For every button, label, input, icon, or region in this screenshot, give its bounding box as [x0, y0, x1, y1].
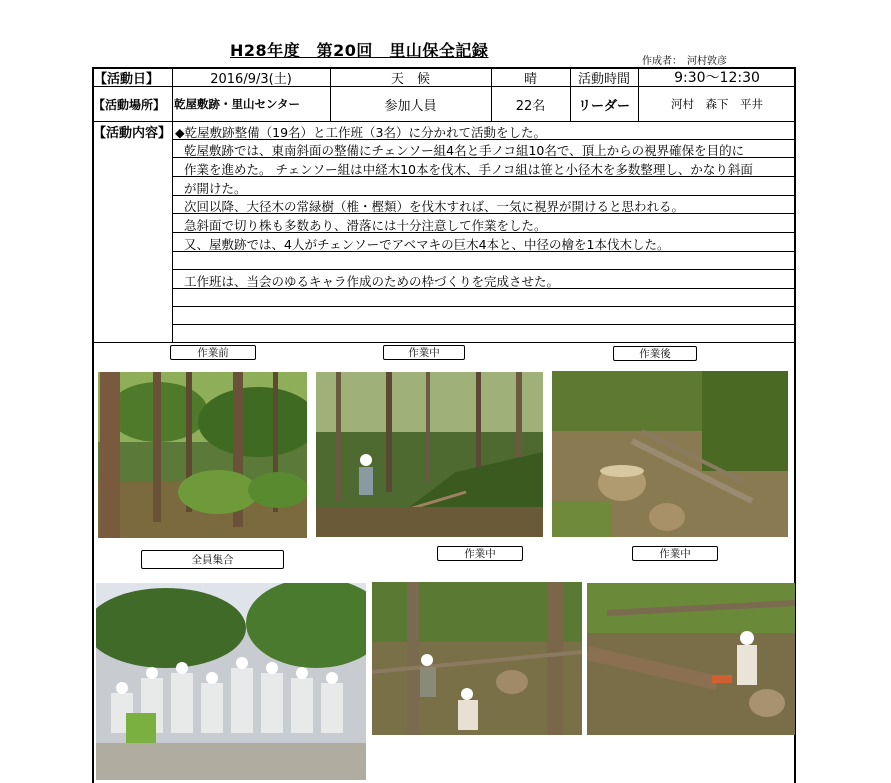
participants-value: 22名 [515, 98, 546, 114]
row-divider [92, 342, 796, 343]
caption-group: 全員集合 [141, 550, 284, 569]
content-rule [172, 306, 796, 307]
caption-during-1: 作業中 [383, 345, 465, 360]
activity-time-value: 9:30～12:30 [674, 70, 760, 86]
content-line: 急斜面で切り株も多数あり、滑落には十分注意して作業をした。 [184, 218, 547, 233]
content-line: 工作班は、当会のゆるキャラ作成のための枠づくりを完成させた。 [184, 274, 560, 289]
participants-label: 参加人員 [384, 98, 437, 114]
content-rule [172, 324, 796, 325]
photo-after-work [552, 371, 788, 537]
author-credit: 作成者： 河村敦彦 [642, 56, 727, 67]
photo-during-work-2 [372, 582, 582, 735]
date-label: 【活動日】 [94, 71, 160, 86]
leader-label: リーダー [577, 98, 630, 114]
activity-time-label: 活動時間 [577, 71, 630, 86]
content-line: ◆乾屋敷跡整備（19名）と工作班（3名）に分かれて活動をした。 [175, 125, 546, 140]
photo-during-work-1 [316, 372, 543, 537]
photo-during-work-3 [587, 583, 795, 735]
caption-during-3: 作業中 [632, 546, 718, 561]
weather-label: 天 候 [390, 71, 430, 86]
photo-before-work [98, 372, 307, 538]
content-label: 【活動内容】 [93, 125, 172, 140]
caption-before: 作業前 [170, 345, 256, 360]
content-line: 次回以降、大径木の常緑樹（椎・樫類）を伐木すれば、一気に視界が開けると思われる。 [184, 199, 685, 214]
place-value: 乾屋敷跡・里山センター [174, 97, 301, 111]
row-divider [92, 121, 796, 122]
content-line: 乾屋敷跡では、東南斜面の整備にチェンソー組4名と手ノコ組10名で、頂上からの視界確保を目的に [184, 143, 745, 158]
content-rule [172, 269, 796, 270]
caption-during-2: 作業中 [437, 546, 523, 561]
document-title: H28年度 第20回 里山保全記録 [230, 41, 489, 60]
photo-group [96, 583, 366, 780]
place-label: 【活動場所】 [93, 97, 166, 112]
content-line: 又、屋敷跡では、4人がチェンソーでアベマキの巨木4本と、中径の檜を1本伐木した。 [184, 237, 670, 252]
content-rule [172, 195, 796, 196]
date-value: 2016/9/3(土) [210, 71, 292, 86]
content-line: 作業を進めた。 チェンソー組は中経木10本を伐木、手ノコ組は笹と小径木を多数整理し、かなり斜面 [184, 162, 753, 177]
leader-value: 河村 森下 平井 [671, 97, 763, 111]
caption-after: 作業後 [613, 346, 697, 361]
weather-value: 晴 [523, 71, 537, 86]
content-line: が開けた。 [184, 181, 247, 196]
